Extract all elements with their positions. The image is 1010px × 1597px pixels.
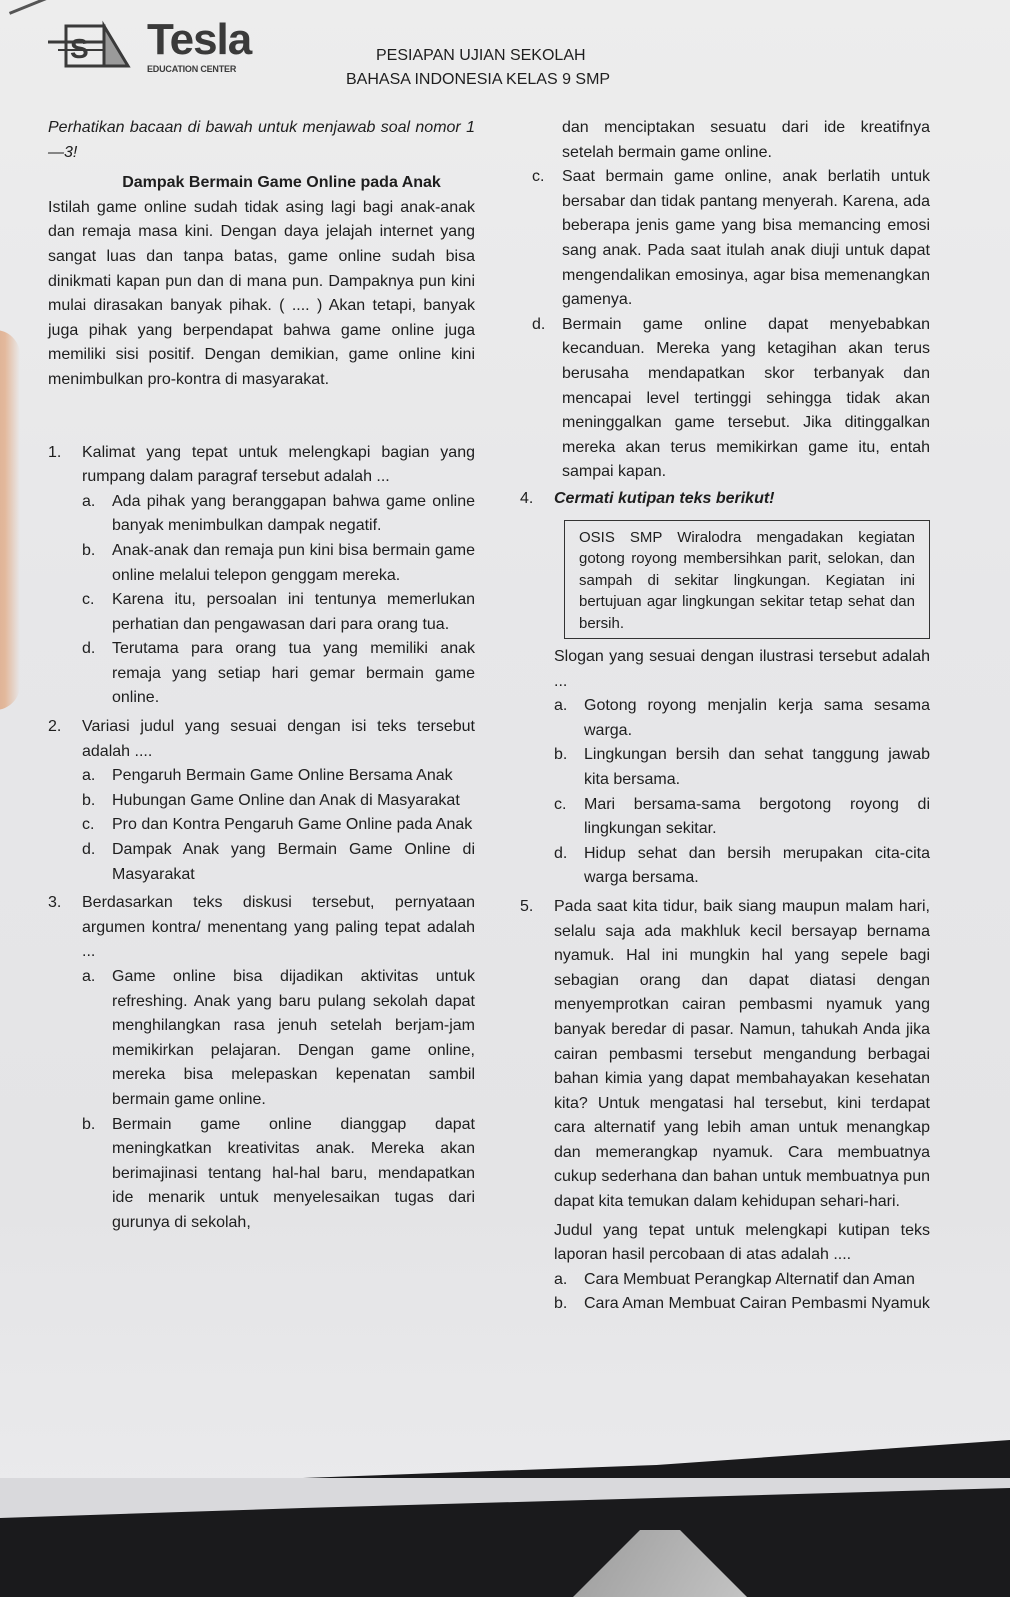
option-letter: d.: [532, 315, 546, 333]
option-text: Cara Aman Membuat Cairan Pembasmi Nyamuk: [584, 1295, 930, 1313]
question-1: [48, 441, 475, 712]
option-d[interactable]: [82, 637, 475, 711]
exam-subject: BAHASA INDONESIA KELAS 9 SMP: [346, 71, 611, 88]
option-letter: a.: [82, 492, 96, 510]
option-a[interactable]: [82, 965, 475, 1113]
question-3-option-d[interactable]: [520, 313, 930, 485]
option-a[interactable]: [82, 490, 475, 539]
tesla-logo: [48, 15, 252, 74]
option-letter: a.: [82, 968, 96, 985]
question-3-option-c[interactable]: [520, 165, 930, 313]
option-text: Pro dan Kontra Pengaruh Game Online pada Anak: [112, 816, 473, 834]
option-letter: a.: [554, 697, 568, 715]
option-letter: d.: [554, 844, 568, 862]
option-letter: a.: [554, 1270, 568, 1288]
passage-body: Istilah game online sudah tidak asing lagi bagi anak-anak dan remaja masa kini. Dengan daya jelajah internet yang sangat luas dan tanpa batas, game online sudah bisa dinikmati kapan pun dan di mana pun. Dampaknya pun kini mulai dirasakan banyak pihak. ( .... ) Akan tetapi, banyak juga pihak yang berpendapat bahwa game online juga memiliki sisi positif. Dengan demikian, game online kini menimbulkan pro-kontra di masyarakat.: [48, 198, 475, 388]
question-2: [48, 715, 475, 887]
option-c[interactable]: [82, 813, 475, 838]
option-letter: d.: [82, 841, 96, 859]
question-number: 4.: [520, 489, 534, 507]
paper-stack-edge: [0, 1478, 1010, 1518]
instruction: Perhatikan bacaan di bawah untuk menjawab soal nomor 1—3!: [48, 119, 475, 161]
option-d[interactable]: [82, 838, 475, 887]
tesla-emblem-icon: [48, 20, 143, 70]
option-letter: c.: [554, 795, 567, 813]
question-number: 3.: [48, 894, 62, 912]
option-a[interactable]: [82, 764, 475, 789]
option-text: Mari bersama-sama bergotong royong di lingkungan sekitar.: [584, 795, 930, 838]
option-b-continued: dan menciptakan sesuatu dari ide kreatifnya setelah bermain game online.: [562, 119, 930, 161]
option-text: Karena itu, persoalan ini tentunya memerlukan perhatian dan pengawasan dari para orang tua.: [112, 591, 475, 633]
option-c[interactable]: [554, 793, 930, 842]
option-letter: b.: [554, 1295, 568, 1313]
option-letter: b.: [82, 791, 96, 809]
option-letter: b.: [554, 746, 568, 764]
option-b[interactable]: [554, 1292, 930, 1317]
logo-name: Tesla: [147, 15, 252, 64]
option-letter: d.: [82, 640, 96, 658]
option-text: Ada pihak yang beranggapan bahwa game online banyak menimbulkan dampak negatif.: [112, 492, 475, 535]
option-a[interactable]: [554, 1268, 930, 1293]
question-5: [520, 895, 930, 1317]
passage-title: Dampak Bermain Game Online pada Anak: [122, 174, 441, 192]
option-text: Cara Membuat Perangkap Alternatif dan Aman: [584, 1270, 915, 1288]
option-text: Gotong royong menjalin kerja sama sesama warga.: [584, 697, 930, 739]
option-b[interactable]: [82, 1113, 475, 1236]
question-followup: Slogan yang sesuai dengan ilustrasi tersebut adalah ...: [554, 648, 930, 690]
exam-header: [346, 44, 610, 92]
option-letter: c.: [82, 591, 95, 609]
quote-box: OSIS SMP Wiralodra mengadakan kegiatan gotong royong membersihkan parit, selokan, dan sampah di sekitar lingkungan. Kegiatan ini bertujuan agar lingkungan sekitar tetap sehat dan bersih.: [564, 520, 930, 640]
question-prompt: Kalimat yang tepat untuk melengkapi bagian yang rumpang dalam paragraf tersebut adalah ...: [82, 443, 475, 486]
option-letter: c.: [532, 168, 545, 186]
option-a[interactable]: [554, 694, 930, 743]
option-b[interactable]: [554, 743, 930, 792]
option-text: Game online bisa dijadikan aktivitas untuk refreshing. Anak yang baru pulang sekolah dapat menghilangkan rasa jenuh setelah berjam-jam memikirkan pelajaran. Dengan game online, mereka bisa melepaskan kepenatan sambil bermain game online.: [112, 968, 475, 1108]
question-number: 2.: [48, 718, 62, 736]
question-prompt: Berdasarkan teks diskusi tersebut, pernyataan argumen kontra/ menentang yang paling tepat adalah ...: [82, 894, 475, 961]
left-column: [48, 116, 475, 1236]
option-text: Pengaruh Bermain Game Online Bersama Anak: [112, 767, 453, 785]
option-text: Hidup sehat dan bersih merupakan cita-cita warga bersama.: [584, 844, 930, 887]
option-letter: c.: [82, 816, 95, 834]
svg-text:S: S: [70, 33, 89, 64]
finger-shadow: [0, 330, 20, 710]
right-column: [520, 116, 930, 1317]
option-b[interactable]: [82, 789, 475, 814]
background-fabric: [560, 1530, 760, 1597]
question-3: [48, 891, 475, 1235]
exam-title: PESIAPAN UJIAN SEKOLAH: [376, 47, 586, 64]
option-text: Hubungan Game Online dan Anak di Masyarakat: [112, 791, 460, 809]
option-letter: b.: [82, 1115, 96, 1133]
question-prompt: Pada saat kita tidur, baik siang maupun malam hari, selalu saja ada makhluk kecil bersayap bernama nyamuk. Hal ini mungkin hal yang sepele bagi sebagian orang dan dapat diatasi dengan menyemprotkan cairan pembasmi nyamuk yang banyak beredar di pasar. Namun, tahukah Anda jika cairan pembasmi tersebut mengandung berbagai bahan kimia yang dapat membahayakan kesehatan kita? Untuk mengatasi hal tersebut, kini terdapat cara alternatif yang lebih aman untuk menangkap dan memerangkap nyamuk. Cara membuatnya cukup sederhana dan bahan untuk membuatnya pun dapat kita temukan dalam kehidupan sehari-hari.: [554, 897, 930, 1211]
logo-subtitle: EDUCATION CENTER: [147, 64, 237, 74]
option-text: Lingkungan bersih dan sehat tanggung jawab kita bersama.: [584, 746, 930, 788]
option-text: Terutama para orang tua yang memiliki anak remaja yang setiap hari gemar bermain game online.: [112, 640, 475, 707]
option-b[interactable]: [82, 539, 475, 588]
option-text: Dampak Anak yang Bermain Game Online di Masyarakat: [112, 841, 475, 883]
question-4: [520, 487, 930, 891]
question-prompt: Variasi judul yang sesuai dengan isi teks tersebut adalah ....: [82, 718, 475, 760]
option-letter: a.: [82, 767, 96, 785]
option-letter: b.: [82, 541, 96, 559]
option-text: Anak-anak dan remaja pun kini bisa bermain game online melalui telepon genggam mereka.: [112, 541, 475, 584]
option-c[interactable]: [82, 588, 475, 637]
question-number: 1.: [48, 443, 62, 461]
option-d[interactable]: [554, 842, 930, 891]
question-number: 5.: [520, 897, 534, 915]
option-text: Bermain game online dianggap dapat meningkatkan kreativitas anak. Mereka akan berimajinasi tentang hal-hal baru, mendapatkan ide menarik untuk menyelesaikan tugas dari gurunya di sekolah,: [112, 1115, 475, 1231]
option-text: Saat bermain game online, anak berlatih untuk bersabar dan tidak pantang menyerah. Karena, ada beberapa jenis game yang bisa memancing emosi sang anak. Pada saat itulah anak diuji untuk dapat mengendalikan emosinya, agar bisa memenangkan gamenya.: [562, 168, 930, 309]
option-text: Bermain game online dapat menyebabkan kecanduan. Mereka yang ketagihan akan terus berusaha mendapatkan skor terbanyak dan mencapai level tertinggi sehingga tidak akan meninggalkan game tersebut. Jika ditinggalkan mereka akan terus memikirkan game itu, entah sampai kapan.: [562, 315, 930, 481]
question-prompt: Cermati kutipan teks berikut!: [554, 489, 775, 507]
question-followup: Judul yang tepat untuk melengkapi kutipan teks laporan hasil percobaan di atas adalah ....: [554, 1221, 930, 1264]
